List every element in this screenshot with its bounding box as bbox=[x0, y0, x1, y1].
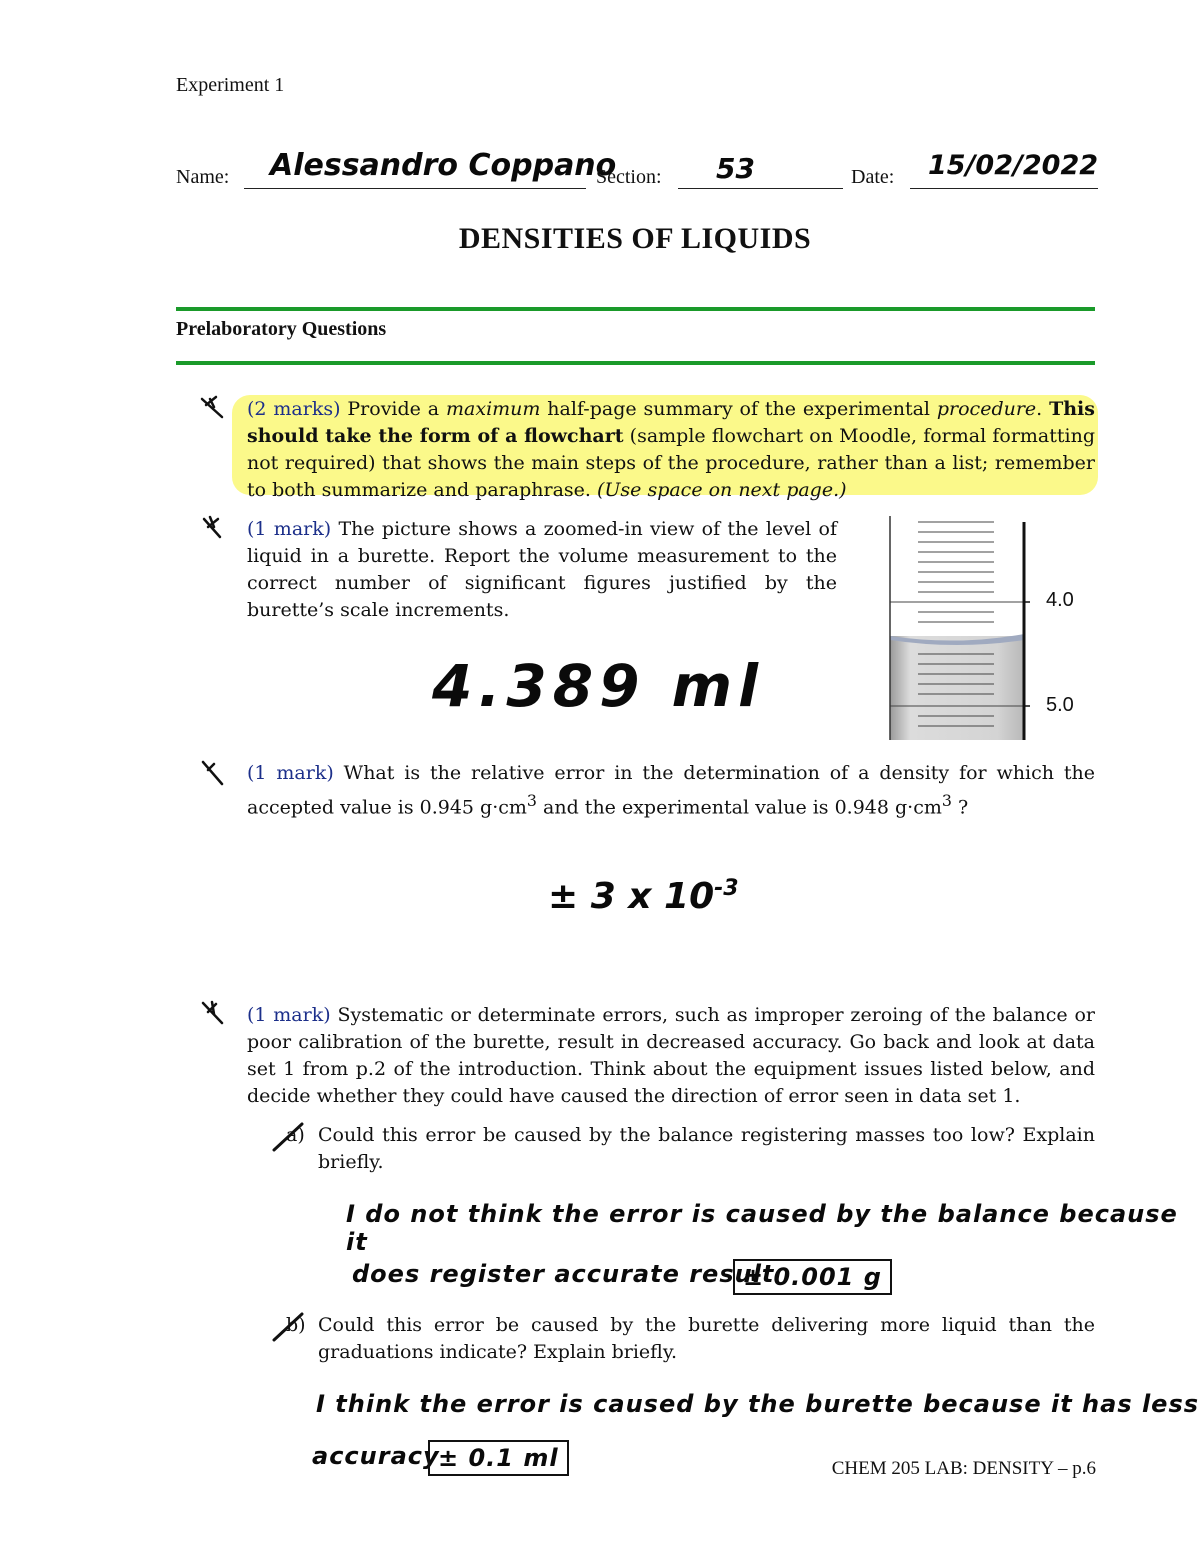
section-underline bbox=[678, 188, 843, 189]
name-underline bbox=[244, 188, 586, 189]
q3-answer-exp: -3 bbox=[714, 876, 739, 901]
q3-text: and the experimental value is 0.948 g·cm bbox=[537, 796, 942, 819]
q3-marks: (1 mark) bbox=[247, 762, 334, 784]
q3-answer-base: ± 3 x 10 bbox=[548, 876, 715, 917]
q1-text: . bbox=[1036, 398, 1050, 420]
check-mark-icon bbox=[200, 1000, 226, 1026]
section-heading: Prelaboratory Questions bbox=[176, 318, 387, 340]
q4a-answer-box: ± 0.001 g bbox=[733, 1259, 892, 1295]
date-underline bbox=[910, 188, 1098, 189]
q1-note: (Use space on next page.) bbox=[596, 479, 847, 501]
q1-text: Provide a bbox=[340, 398, 447, 420]
strike-mark-icon bbox=[272, 1312, 304, 1342]
question-2 bbox=[247, 516, 837, 624]
q3-text: ? bbox=[951, 796, 969, 819]
date-label: Date: bbox=[851, 166, 895, 188]
q2-marks: (1 mark) bbox=[247, 518, 332, 540]
page-footer: CHEM 205 LAB: DENSITY – p.6 bbox=[831, 1458, 1096, 1479]
question-1 bbox=[247, 396, 1095, 504]
check-mark-icon bbox=[200, 760, 226, 786]
green-rule-bottom bbox=[176, 361, 1095, 365]
date-value: 15/02/2022 bbox=[928, 150, 1099, 181]
q4b-answer-line-2: accuracy bbox=[312, 1442, 440, 1470]
page-title: DENSITIES OF LIQUIDS bbox=[458, 222, 812, 255]
q4a-answer-line-1: I do not think the error is caused by the balance because it bbox=[346, 1200, 1178, 1256]
question-3 bbox=[247, 760, 1095, 821]
q1-text: half-page summary of the experimental bbox=[540, 398, 937, 420]
section-value: 53 bbox=[716, 152, 755, 185]
q4-marks: (1 mark) bbox=[247, 1004, 331, 1026]
q1-marks: (2 marks) bbox=[247, 398, 341, 420]
q1-text: (sample flowchart on Moodle, formal formatting not required) that shows the main steps of the procedure, rather than a list; remember to both summarize and paraphrase. bbox=[247, 425, 1095, 501]
q2-text: The picture shows a zoomed-in view of the level of liquid in a burette. Report the volume measurement to the correct number of significant figures justified by the burette’s scale increments. bbox=[247, 518, 837, 621]
q2-answer: 4.389 ml bbox=[432, 652, 764, 720]
name-value: Alessandro Coppano bbox=[270, 148, 617, 183]
q4a-answer-line-2: does register accurate result bbox=[352, 1260, 775, 1288]
check-mark-icon bbox=[200, 515, 226, 541]
q4b-label: b) bbox=[286, 1314, 306, 1336]
strike-mark-icon bbox=[272, 1122, 304, 1152]
scale-label-4: 4.0 bbox=[1046, 589, 1074, 611]
q4b-answer-box: ± 0.1 ml bbox=[428, 1440, 569, 1476]
q3-sup: 3 bbox=[941, 791, 952, 810]
scale-label-5: 5.0 bbox=[1046, 694, 1074, 716]
check-mark-icon bbox=[200, 395, 226, 421]
q3-answer bbox=[548, 876, 739, 917]
q3-text: What is the relative error in the determination of a density for which the accepted value is 0.945 g·cm bbox=[247, 762, 1095, 819]
q4-text: Systematic or determinate errors, such as improper zeroing of the balance or poor calibration of the burette, result in decreased accuracy. Go back and look at data set 1 from p.2 of the introduction. Think about the equipment issues listed below, and decide whether they could have caused the direction of error seen in data set 1. bbox=[247, 1004, 1095, 1107]
q4a-label: a) bbox=[286, 1124, 305, 1146]
q4b-text: Could this error be caused by the burette delivering more liquid than the graduations indicate? Explain briefly. bbox=[318, 1314, 1095, 1363]
green-rule-top bbox=[176, 307, 1095, 311]
q1-emph: procedure bbox=[936, 398, 1037, 420]
q3-sup: 3 bbox=[526, 791, 537, 810]
q4a-text: Could this error be caused by the balance registering masses too low? Explain briefly. bbox=[318, 1124, 1095, 1173]
q1-bold: This should take the form of a flowchart bbox=[247, 398, 1095, 447]
q4b-answer-line-1: I think the error is caused by the burette because it has less bbox=[316, 1390, 1200, 1418]
experiment-label: Experiment 1 bbox=[176, 74, 285, 96]
name-label: Name: bbox=[176, 166, 230, 188]
section-label: Section: bbox=[596, 166, 662, 188]
q1-emph: maximum bbox=[446, 398, 541, 420]
question-4 bbox=[247, 1002, 1095, 1110]
